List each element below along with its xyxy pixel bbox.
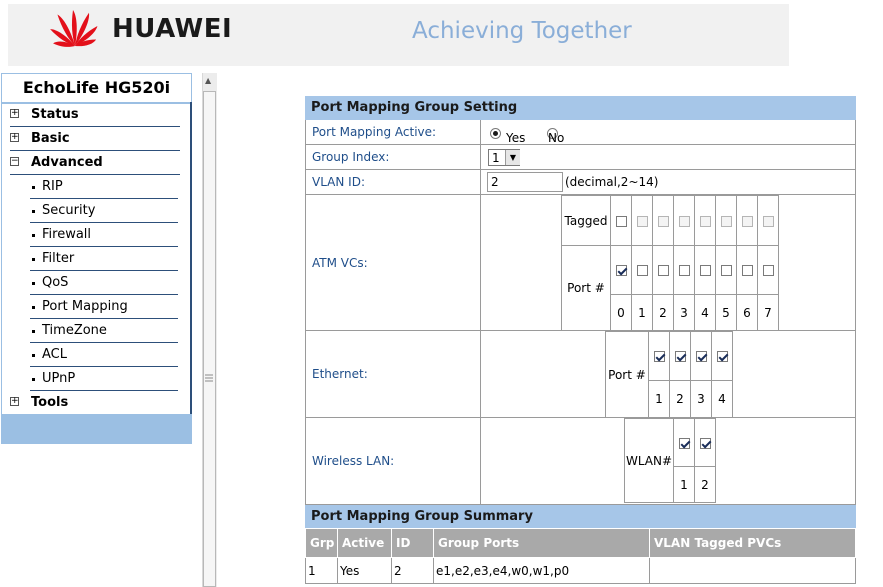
bullet-icon (32, 282, 35, 285)
atm-port-number: 6 (737, 295, 758, 331)
active-yes-label: Yes (506, 131, 526, 145)
wlan-port-1-checkbox[interactable] (679, 438, 690, 449)
atm-port-5-checkbox[interactable] (721, 265, 732, 276)
bullet-icon (32, 258, 35, 261)
bullet-icon (32, 306, 35, 309)
sidebar-item-filter[interactable] (30, 247, 178, 271)
table-cell: 2 (392, 558, 434, 584)
atm-port-cell (737, 246, 758, 295)
column-header: Grp (306, 529, 338, 558)
wlan-port-2-checkbox[interactable] (700, 438, 711, 449)
bullet-icon (32, 186, 35, 189)
huawei-logo-icon (45, 6, 105, 50)
table-header-row (306, 529, 856, 558)
scrollbar-thumb[interactable] (203, 91, 216, 587)
sidebar-item-tools[interactable] (10, 391, 180, 415)
group-index-label: Group Index: (312, 150, 390, 164)
atm-tagged-cell (737, 196, 758, 246)
wireless-lan-row (305, 418, 856, 505)
atm-port-number: 5 (716, 295, 737, 331)
sidebar-item-advanced[interactable] (10, 151, 180, 175)
sidebar-item-label: ACL (42, 347, 67, 362)
bullet-icon (32, 354, 35, 357)
atm-port-cell (611, 246, 632, 295)
column-header: ID (392, 529, 434, 558)
ethernet-port-number: 1 (649, 381, 670, 418)
sidebar-border (190, 102, 192, 414)
table-cell: e1,e2,e3,e4,w0,w1,p0 (434, 558, 650, 584)
expand-icon[interactable]: + (11, 132, 19, 142)
bullet-icon (32, 210, 35, 213)
ethernet-port-label: Port # (606, 332, 649, 418)
atm-port-number: 4 (695, 295, 716, 331)
atm-tagged-6-checkbox[interactable] (742, 216, 753, 227)
column-divider (480, 170, 481, 194)
atm-tagged-2-checkbox[interactable] (658, 216, 669, 227)
sidebar-item-label: Port Mapping (42, 299, 128, 314)
setting-section-title: Port Mapping Group Setting (305, 96, 856, 120)
table-cell: Yes (338, 558, 392, 584)
atm-vcs-row (305, 195, 856, 331)
scroll-grip-icon (205, 374, 213, 382)
slogan: Achieving Together (412, 18, 632, 44)
sidebar-item-status[interactable] (10, 103, 180, 127)
ethernet-port-cell (649, 332, 670, 381)
sidebar-item-label: QoS (42, 275, 69, 290)
sidebar-item-label: Basic (31, 131, 70, 146)
atm-tagged-4-checkbox[interactable] (700, 216, 711, 227)
atm-port-number: 3 (674, 295, 695, 331)
atm-port-1-checkbox[interactable] (637, 265, 648, 276)
ethernet-port-3-checkbox[interactable] (696, 351, 707, 362)
atm-vcs-label: ATM VCs: (312, 256, 368, 270)
table-row (306, 558, 856, 584)
wireless-lan-label: Wireless LAN: (312, 454, 395, 468)
active-label: Port Mapping Active: (312, 125, 437, 139)
atm-tagged-3-checkbox[interactable] (679, 216, 690, 227)
atm-tagged-cell (611, 196, 632, 246)
vlan-id-row (305, 170, 856, 195)
active-yes-radio[interactable] (490, 128, 501, 139)
ethernet-port-1-checkbox[interactable] (654, 351, 665, 362)
atm-tagged-5-checkbox[interactable] (721, 216, 732, 227)
vlan-id-input[interactable] (487, 172, 563, 192)
sidebar-item-qos[interactable] (30, 271, 178, 295)
sidebar-item-port-mapping[interactable] (30, 295, 178, 319)
sidebar-item-label: Tools (31, 395, 69, 410)
atm-port-cell (653, 246, 674, 295)
wlan-port-label: WLAN# (625, 419, 674, 503)
atm-tagged-cell (695, 196, 716, 246)
sidebar-item-label: RIP (42, 179, 63, 194)
active-row (305, 120, 856, 145)
atm-port-number: 2 (653, 295, 674, 331)
column-header: VLAN Tagged PVCs (650, 529, 856, 558)
group-index-row (305, 145, 856, 170)
sidebar-item-label: Status (31, 107, 79, 122)
atm-port-number: 0 (611, 295, 632, 331)
vlan-id-label: VLAN ID: (312, 175, 365, 189)
atm-port-number: 7 (758, 295, 779, 331)
atm-tagged-cell (653, 196, 674, 246)
expand-icon[interactable]: + (11, 108, 19, 118)
atm-port-7-checkbox[interactable] (763, 265, 774, 276)
group-index-value: 1 (492, 151, 500, 165)
atm-tagged-1-checkbox[interactable] (637, 216, 648, 227)
bullet-icon (32, 330, 35, 333)
ethernet-port-cell (712, 332, 733, 381)
active-no-label: No (548, 131, 565, 145)
table-cell (650, 558, 856, 584)
column-header: Active (338, 529, 392, 558)
column-divider (480, 145, 481, 169)
bullet-icon (32, 234, 35, 237)
chevron-down-icon[interactable]: ▼ (505, 150, 520, 165)
atm-tagged-cell (674, 196, 695, 246)
device-model-title: EchoLife HG520i (2, 74, 191, 102)
atm-port-3-checkbox[interactable] (679, 265, 690, 276)
ethernet-label: Ethernet: (312, 367, 368, 381)
atm-tagged-0-checkbox[interactable] (616, 216, 627, 227)
sidebar-item-security[interactable] (30, 199, 178, 223)
sidebar-item-rip[interactable] (30, 175, 178, 199)
atm-port-cell (632, 246, 653, 295)
sidebar-item-label: Advanced (31, 155, 103, 170)
wlan-port-number: 2 (695, 467, 716, 503)
ethernet-port-cell (691, 332, 712, 381)
ethernet-port-grid (605, 331, 733, 418)
ethernet-port-number: 3 (691, 381, 712, 418)
atm-port-2-checkbox[interactable] (658, 265, 669, 276)
wlan-port-number: 1 (674, 467, 695, 503)
collapse-icon[interactable]: − (11, 156, 19, 166)
atm-tagged-cell (716, 196, 737, 246)
sidebar-item-acl[interactable] (30, 343, 178, 367)
ethernet-row (305, 331, 856, 418)
atm-tagged-7-checkbox[interactable] (763, 216, 774, 227)
atm-tagged-label: Tagged (562, 196, 611, 246)
wlan-port-cell (695, 419, 716, 467)
column-divider (480, 195, 481, 330)
ethernet-port-number: 4 (712, 381, 733, 418)
atm-tagged-cell (758, 196, 779, 246)
ethernet-port-number: 2 (670, 381, 691, 418)
sidebar-item-label: UPnP (42, 371, 76, 386)
ethernet-port-2-checkbox[interactable] (675, 351, 686, 362)
bullet-icon (32, 378, 35, 381)
ethernet-port-cell (670, 332, 691, 381)
atm-port-6-checkbox[interactable] (742, 265, 753, 276)
table-cell: 1 (306, 558, 338, 584)
atm-port-cell (695, 246, 716, 295)
sidebar-item-label: Firewall (42, 227, 92, 242)
column-divider (480, 120, 481, 144)
atm-port-cell (674, 246, 695, 295)
column-header: Group Ports (434, 529, 650, 558)
scroll-up-arrow-icon[interactable]: ▲ (205, 76, 212, 85)
atm-port-0-checkbox[interactable] (616, 265, 627, 276)
ethernet-port-4-checkbox[interactable] (717, 351, 728, 362)
sidebar-item-label: Filter (42, 251, 75, 266)
atm-port-cell (758, 246, 779, 295)
sidebar-footer (2, 414, 191, 444)
summary-table (305, 528, 856, 584)
wlan-port-grid (624, 418, 716, 503)
sidebar-item-firewall[interactable] (30, 223, 178, 247)
vlan-id-hint: (decimal,2~14) (565, 175, 659, 189)
sidebar-item-label: TimeZone (42, 323, 107, 338)
atm-port-label: Port # (562, 246, 611, 331)
column-divider (480, 418, 481, 504)
sidebar-item-label: Security (42, 203, 96, 218)
sidebar-item-upnp[interactable] (30, 367, 178, 391)
group-index-select[interactable] (488, 149, 520, 166)
expand-icon[interactable]: + (11, 396, 19, 406)
atm-vc-grid (561, 195, 779, 331)
atm-port-number: 1 (632, 295, 653, 331)
atm-port-4-checkbox[interactable] (700, 265, 711, 276)
column-divider (480, 331, 481, 417)
atm-port-cell (716, 246, 737, 295)
sidebar-item-basic[interactable] (10, 127, 180, 151)
brand-name: HUAWEI (112, 14, 233, 44)
atm-tagged-cell (632, 196, 653, 246)
wlan-port-cell (674, 419, 695, 467)
sidebar-item-timezone[interactable] (30, 319, 178, 343)
summary-section-title: Port Mapping Group Summary (305, 505, 856, 528)
